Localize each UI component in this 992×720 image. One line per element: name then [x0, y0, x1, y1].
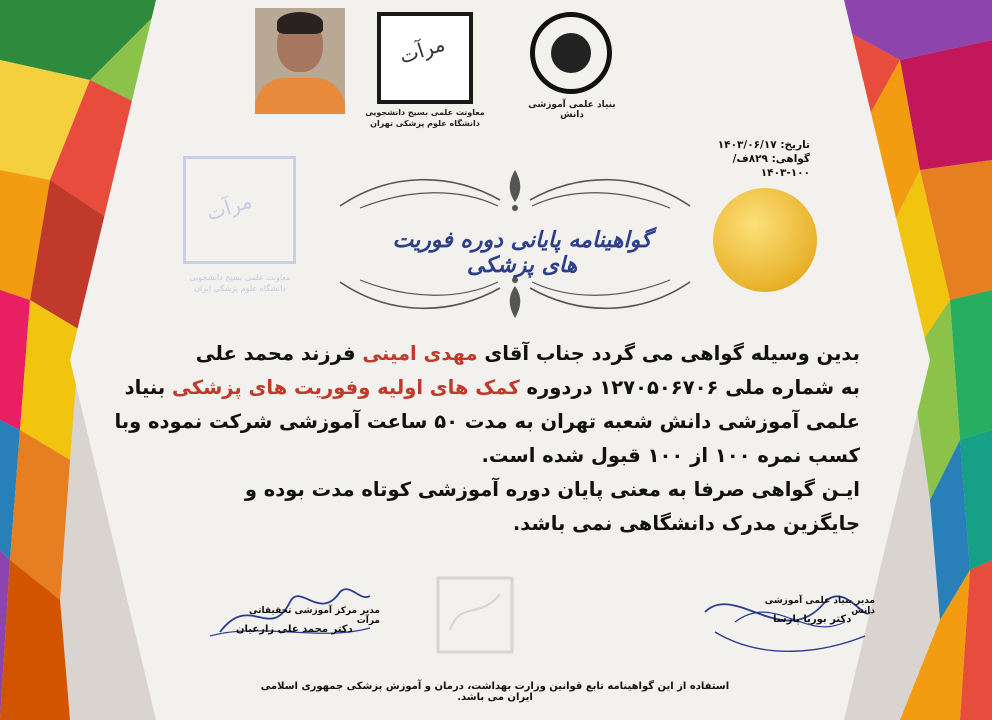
faded-stamp-caption: معاونت علمی بسیج دانشجویی دانشگاه علوم پزشکی ایران: [189, 273, 291, 293]
foundation-emblem: [530, 12, 612, 94]
body-line-5: ایـن گواهی صرفا به معنی پایان دوره آموزشی کوتاه مدت بوده و: [244, 478, 860, 501]
signature-right: [695, 572, 875, 662]
body-line-6: جایگزین مدرک دانشگاهی نمی باشد.: [512, 512, 860, 535]
signature-right-name: دکتر بوریا پارسا: [773, 614, 852, 625]
merat-logo: مرآت: [377, 12, 473, 104]
course-name: کمک های اولیه وفوریت های پزشکی: [172, 376, 520, 399]
certificate-title: گواهینامه پایانی دوره فوریت های پزشکی: [392, 228, 652, 278]
issue-date: تاریخ: ۱۴۰۳/۰۶/۱۷: [717, 139, 810, 151]
body-line-3: علمی آموزشی دانش شعبه تهران به مدت ۵۰ ساعت آموزشی شرکت نموده وبا: [114, 410, 860, 433]
body-line-2: به شماره ملی ۱۲۷۰۵۰۶۷۰۶ دردوره کمک های اولیه وفوریت های پزشکی بنیاد: [124, 376, 860, 399]
date-block: [690, 138, 810, 180]
ornament-top-icon: [330, 162, 700, 218]
body-line-4: کسب نمره ۱۰۰ از ۱۰۰ قبول شده است.: [481, 444, 860, 467]
issuer-left-caption: معاونت علمی بسیج دانشجویی دانشگاه علوم پزشکی تهران: [365, 108, 485, 128]
certificate-body: [115, 340, 860, 544]
body-line-1: بدین وسیله گواهی می گردد جناب آقای مهدی امینی فرزند محمد علی: [195, 342, 860, 365]
signature-left: [200, 572, 380, 652]
signature-left-name: دکتر محمد علی زارعیان: [236, 624, 353, 635]
gold-seal-icon: [713, 188, 817, 292]
recipient-name: مهدی امینی: [362, 342, 478, 365]
ornament-bottom-icon: [330, 270, 700, 326]
issuer-right-caption: بنیاد علمی آموزشی دانش: [528, 100, 616, 120]
footer-note: استفاده از این گواهینامه تابع قوانین وزارت بهداشت، درمان و آموزش پزشکی جمهوری اسلامی ایران می باشد.: [260, 681, 730, 703]
certificate-number: گواهی: ۸۲۹ف/۱۰۰-۱۴۰۳: [732, 153, 810, 179]
signature-right-role: مدیر بنیاد علمی آموزشی دانش: [764, 596, 875, 616]
faded-stamp-logo: مرآت: [183, 156, 296, 264]
signature-left-role: مدیر مرکز آموزشی تحقیقاتی مرآت: [249, 606, 380, 626]
center-stamp-icon: [430, 570, 520, 660]
portrait-photo: [255, 8, 345, 114]
